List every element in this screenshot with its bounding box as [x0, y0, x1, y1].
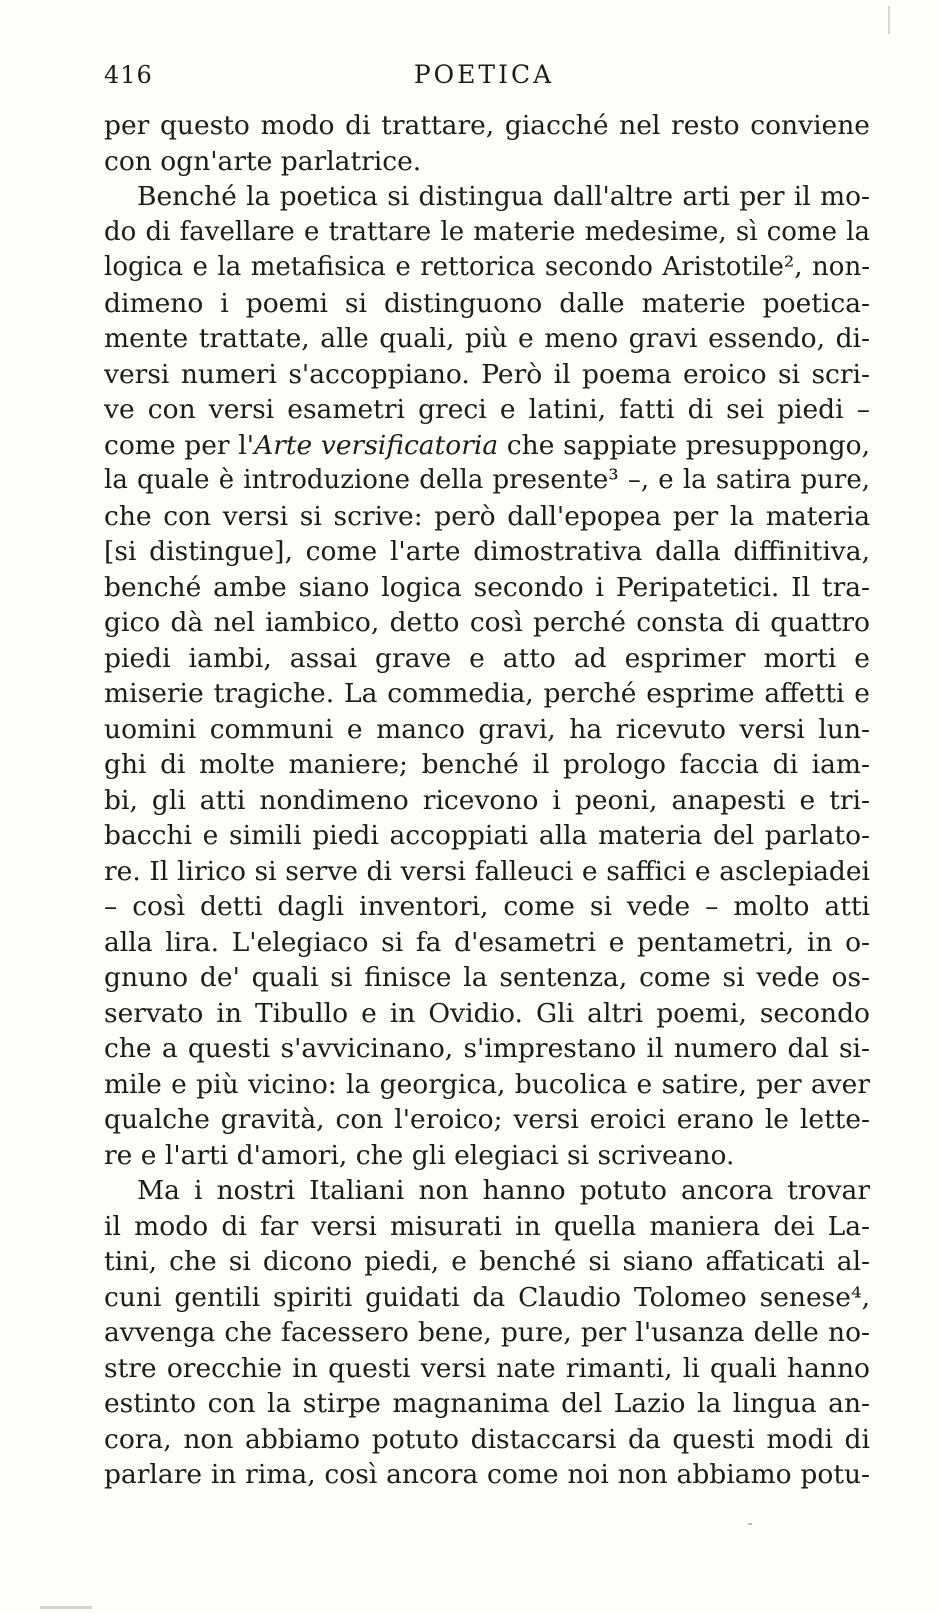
text-line: tini, che si dicono piedi, e benché si siano affaticati al‐	[104, 1246, 870, 1277]
text-line: la quale è introduzione della presente³ –, e la satira pure,	[104, 465, 870, 495]
text-line: do di favellare e trattare le materie medesime, sì come la	[104, 216, 870, 247]
text-line: Ma i nostri Italiani non hanno potuto ancora trovar	[137, 1175, 870, 1206]
text-line: [si distingue], come l'arte dimostrativa dalla diffinitiva,	[104, 536, 870, 567]
text-line: re e l'arti d'amori, che gli elegiaci si scriveano.	[104, 1139, 735, 1171]
text-line: cora, non abbiamo potuto distaccarsi da questi modi di	[104, 1423, 870, 1455]
text-line: ve con versi esametri greci e latini, fatti di sei piedi –	[104, 394, 870, 425]
text-line: uomini communi e manco gravi, ha ricevuto versi lun‐	[104, 713, 870, 745]
text-line: il modo di far versi misurati in quella maniera dei La‐	[104, 1210, 870, 1242]
text-line: logica e la metafisica e rettorica secondo Aristotile², non‐	[104, 252, 870, 282]
text-line: piedi iambi, assai grave e atto ad esprimer morti e	[104, 642, 870, 674]
text-line: parlare in rima, così ancora come noi non abbiamo potu‐	[104, 1459, 870, 1490]
scan-speck	[748, 1523, 752, 1525]
text-line: bi, gli atti nondimeno ricevono i peoni, anapesti e tri‐	[104, 784, 870, 816]
text-line: versi numeri s'accoppiano. Però il poema eroico si scri‐	[104, 358, 870, 390]
page-header	[104, 58, 864, 98]
text-line: mente trattate, alle quali, più e meno gravi essendo, di‐	[104, 323, 870, 354]
text-line: qualche gravità, con l'eroico; versi eroici erano le lette‐	[104, 1104, 870, 1135]
text-line: alla lira. L'elegiaco si fa d'esametri e pentametri, in o‐	[104, 926, 870, 958]
text-line: per questo modo di trattare, giacché nel resto conviene	[104, 110, 870, 141]
text-line: ghi di molte maniere; benché il prologo faccia di iam‐	[104, 749, 870, 780]
text-line: gico dà nel iambico, detto così perché consta di quattro	[104, 607, 870, 638]
scan-speck	[888, 6, 890, 34]
text-line: servato in Tibullo e in Ovidio. Gli altri poemi, secondo	[104, 997, 870, 1029]
text-line: stre orecchie in questi versi nate rimanti, li quali hanno	[104, 1352, 870, 1384]
text-line: benché ambe siano logica secondo i Peripatetici. Il tra‐	[104, 571, 870, 603]
text-line: miserie tragiche. La commedia, perché esprime affetti e	[104, 678, 870, 709]
running-title: POETICA	[413, 60, 555, 89]
page-number: 416	[104, 61, 153, 89]
text-line: come per l'Arte versificatoria che sappiate presuppongo,	[104, 429, 870, 461]
text-line: mile e più vicino: la georgica, bucolica e satire, per aver	[104, 1068, 870, 1100]
text-line: dimeno i poemi si distinguono dalle materie poetica‐	[104, 287, 870, 319]
scan-edge	[40, 1606, 92, 1609]
text-line: che con versi si scrive: però dall'epopea per la materia	[104, 500, 870, 532]
text-line: – così detti dagli inventori, come si vede – molto atti	[104, 891, 870, 922]
text-line: re. Il lirico si serve di versi falleuci e saffici e asclepiadei	[104, 855, 870, 887]
text-line: Benché la poetica si distingua dall'altre arti per il mo‐	[137, 181, 870, 212]
text-line: avvenga che facessero bene, pure, per l'usanza delle no‐	[104, 1317, 870, 1348]
text-line: bacchi e simili piedi accoppiati alla materia del parlato‐	[104, 820, 870, 851]
body-text	[104, 108, 870, 1493]
work-title: Arte versificatoria	[254, 429, 499, 461]
text-line: cuni gentili spiriti guidati da Claudio Tolomeo senese⁴,	[104, 1281, 870, 1313]
text-line: gnuno de' quali si finisce la sentenza, come si vede os‐	[104, 962, 870, 993]
text-line: estinto con la stirpe magnanima del Lazio la lingua an‐	[104, 1388, 870, 1419]
text-line: che a questi s'avvicinano, s'imprestano il numero dal si‐	[104, 1033, 870, 1064]
text-line: con ogn'arte parlatrice.	[104, 145, 422, 177]
